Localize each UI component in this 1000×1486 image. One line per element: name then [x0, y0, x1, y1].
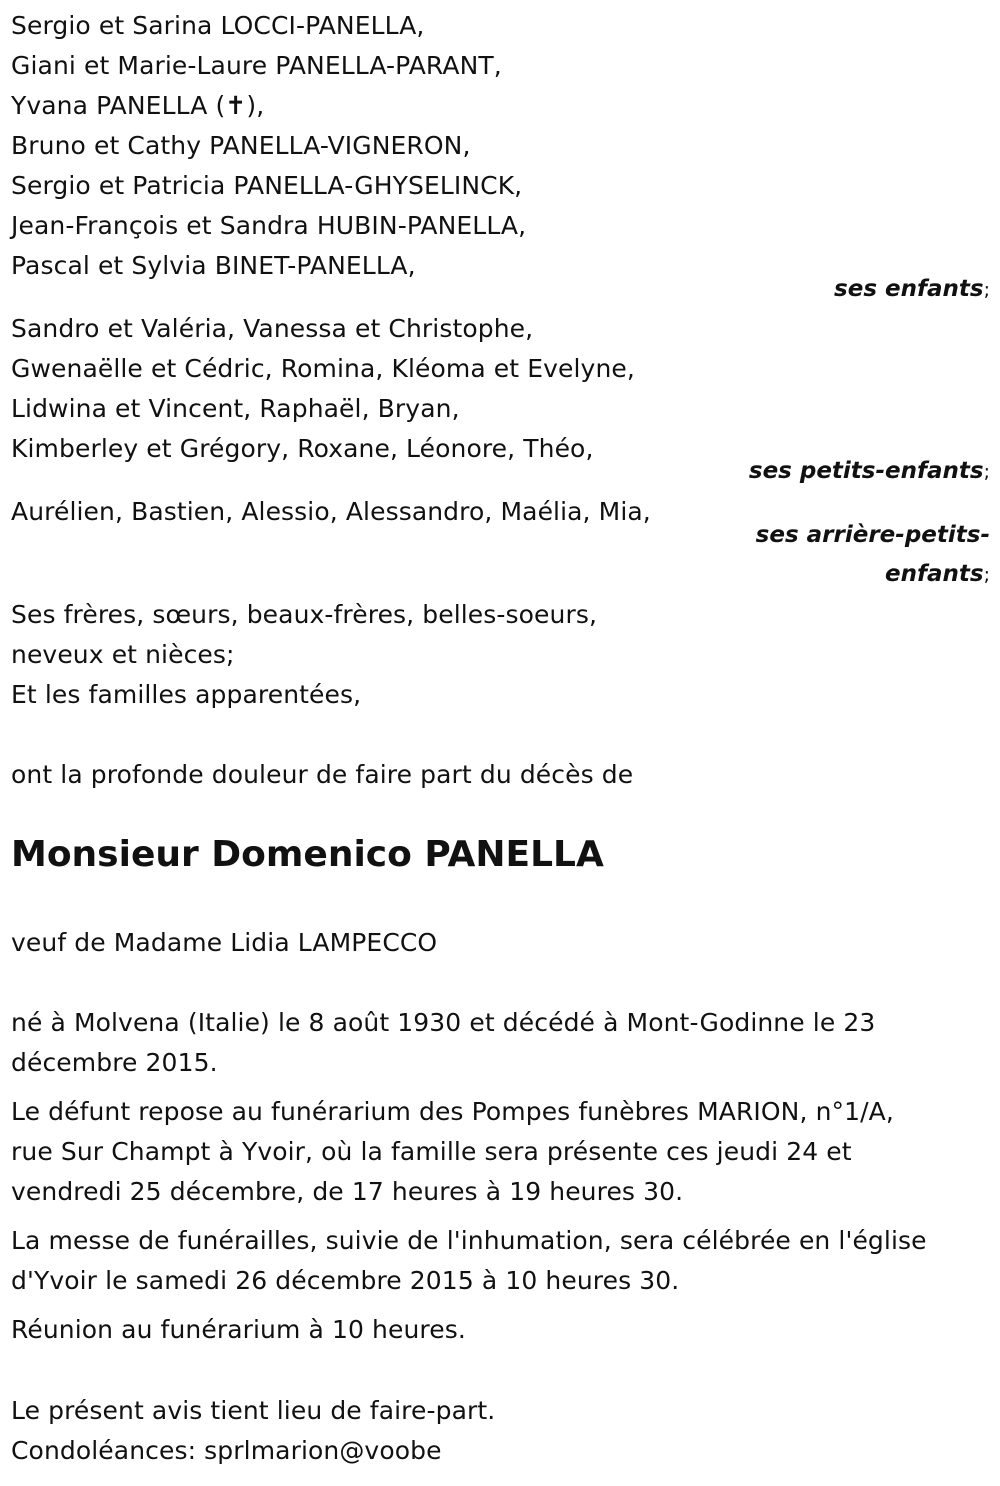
extended-family	[11, 595, 986, 715]
condolences-line: Condoléances: sprlmarion@voobe	[11, 1436, 442, 1465]
great-grandchildren-role-line2: enfants	[885, 561, 984, 587]
closing-paragraph	[11, 1391, 986, 1471]
widower-line	[11, 923, 986, 963]
child-line: Giani et Marie-Laure PANELLA-PARANT,	[11, 51, 502, 80]
visitation-line: vendredi 25 décembre, de 17 heures à 19 heures 30.	[11, 1177, 684, 1206]
funeral-mass-line: d'Yvoir le samedi 26 décembre 2015 à 10 heures 30.	[11, 1266, 680, 1295]
funeral-mass-paragraph	[11, 1221, 986, 1301]
widower-text: veuf de Madame Lidia LAMPECCO	[11, 928, 438, 957]
grandchildren-list	[11, 309, 986, 469]
great-grandchildren-role-separator: ;	[983, 564, 990, 586]
meeting-paragraph	[11, 1310, 986, 1350]
child-line: Sergio et Patricia PANELLA-GHYSELINCK,	[11, 171, 523, 200]
announcement	[11, 755, 986, 795]
closing-line: Le présent avis tient lieu de faire-part.	[11, 1396, 496, 1425]
child-line: Yvana PANELLA (✝),	[11, 91, 265, 120]
great-grandchildren-role-label	[756, 516, 990, 595]
birth-death-line: décembre 2015.	[11, 1048, 218, 1077]
great-grandchildren-role-line1: ses arrière-petits-	[755, 522, 990, 548]
meeting-text: Réunion au funérarium à 10 heures.	[11, 1315, 466, 1344]
children-role-text: ses enfants	[834, 276, 984, 302]
visitation-line: rue Sur Champt à Yvoir, où la famille sera présente ces jeudi 24 et	[11, 1137, 852, 1166]
grandchild-line: Kimberley et Grégory, Roxane, Léonore, Théo,	[11, 434, 594, 463]
visitation-paragraph	[11, 1092, 986, 1212]
family-line: neveux et nièces;	[11, 640, 235, 669]
children-role-separator: ;	[983, 279, 990, 301]
grandchildren-role-label	[749, 452, 990, 492]
child-line: Pascal et Sylvia BINET-PANELLA,	[11, 251, 416, 280]
family-line: Ses frères, sœurs, beaux-frères, belles-soeurs,	[11, 600, 598, 629]
visitation-line: Le défunt repose au funérarium des Pompes funèbres MARION, n°1/A,	[11, 1097, 894, 1126]
child-line: Sergio et Sarina LOCCI-PANELLA,	[11, 11, 425, 40]
grandchildren-role-separator: ;	[983, 461, 990, 483]
child-line: Jean-François et Sandra HUBIN-PANELLA,	[11, 211, 527, 240]
grandchild-line: Lidwina et Vincent, Raphaël, Bryan,	[11, 394, 460, 423]
children-list	[11, 6, 986, 286]
grandchildren-role-text: ses petits-enfants	[748, 458, 984, 484]
deceased-name: Monsieur Domenico PANELLA	[11, 834, 604, 875]
birth-death-paragraph	[11, 1003, 986, 1083]
children-role-label	[834, 270, 990, 310]
child-line: Bruno et Cathy PANELLA-VIGNERON,	[11, 131, 471, 160]
announcement-text: ont la profonde douleur de faire part du décès de	[11, 760, 634, 789]
birth-death-line: né à Molvena (Italie) le 8 août 1930 et décédé à Mont-Godinne le 23	[11, 1008, 876, 1037]
grandchild-line: Sandro et Valéria, Vanessa et Christophe,	[11, 314, 534, 343]
grandchild-line: Gwenaëlle et Cédric, Romina, Kléoma et Evelyne,	[11, 354, 635, 383]
family-line: Et les familles apparentées,	[11, 680, 362, 709]
funeral-mass-line: La messe de funérailles, suivie de l'inhumation, sera célébrée en l'église	[11, 1226, 927, 1255]
great-grandchild-line: Aurélien, Bastien, Alessio, Alessandro, Maélia, Mia,	[11, 497, 651, 526]
